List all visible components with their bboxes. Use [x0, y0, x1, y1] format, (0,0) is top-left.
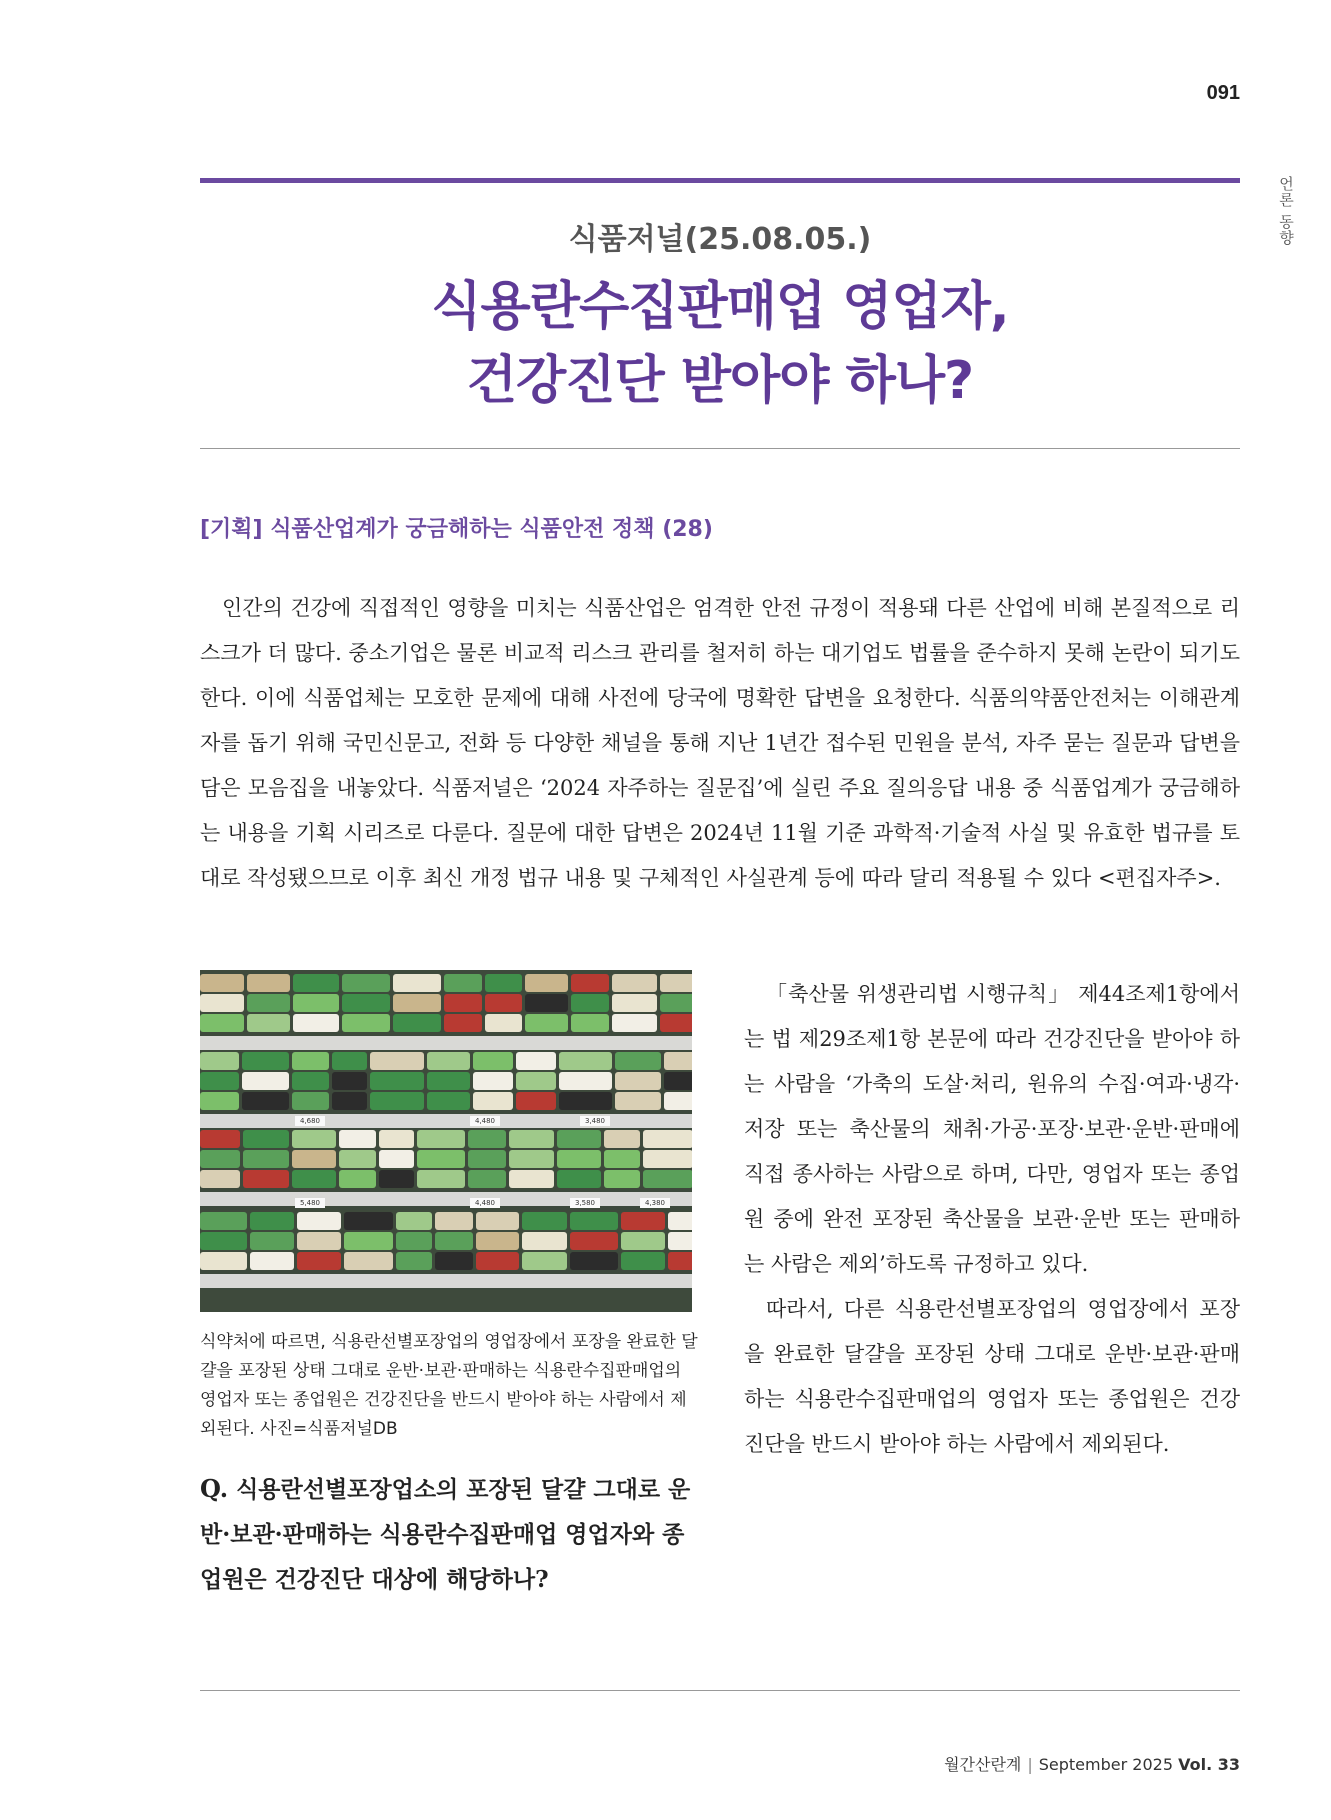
egg-carton	[292, 1150, 336, 1168]
footer-divider	[200, 1690, 1240, 1691]
egg-carton	[485, 974, 522, 992]
egg-carton	[485, 1014, 522, 1032]
headline-line-2: 건강진단 받아야 하나?	[466, 351, 974, 411]
egg-carton	[417, 1150, 465, 1168]
question	[200, 1466, 700, 1602]
egg-carton	[664, 1052, 692, 1070]
egg-carton	[516, 1052, 556, 1070]
egg-carton	[339, 1130, 376, 1148]
egg-carton	[293, 974, 339, 992]
egg-carton	[476, 1212, 519, 1230]
egg-carton	[509, 1150, 554, 1168]
egg-carton	[247, 1014, 290, 1032]
headline	[200, 270, 1240, 418]
egg-carton	[292, 1072, 329, 1090]
egg-carton	[668, 1252, 692, 1270]
egg-carton	[643, 1150, 692, 1168]
egg-carton	[604, 1150, 640, 1168]
egg-carton	[621, 1252, 665, 1270]
price-tag: 4,680	[295, 1116, 325, 1126]
price-tag: 4,480	[470, 1198, 500, 1208]
egg-carton	[396, 1252, 432, 1270]
egg-carton	[200, 1130, 240, 1148]
egg-carton	[468, 1170, 506, 1188]
egg-carton	[473, 1092, 513, 1110]
egg-carton	[332, 1092, 367, 1110]
egg-carton	[242, 1092, 289, 1110]
answer-column	[744, 972, 1240, 1467]
egg-carton	[243, 1170, 289, 1188]
price-tag: 3,580	[570, 1198, 600, 1208]
top-divider	[200, 178, 1240, 183]
egg-carton	[476, 1252, 519, 1270]
source-title: 식품저널(25.08.05.)	[568, 222, 872, 257]
egg-carton	[292, 1092, 329, 1110]
egg-carton	[370, 1052, 424, 1070]
egg-carton	[200, 994, 244, 1012]
answer-paragraph-1: 「축산물 위생관리법 시행규칙」 제44조제1항에서는 법 제29조제1항 본문에 따라 건강진단을 받아야 하는 사람을 ‘가축의 도살·처리, 원유의 수집·여과·냉각·저장 또는 축산물의 채취·가공·포장·보관·운반·판매에 직접 종사하는 사람으로 하며, 다만, 영업자 또는 종업원 중에 완전 포장된 축산물을 보관·운반 또는 판매하는 사람은 제외’하도록 규정하고 있다.	[744, 982, 1240, 1276]
egg-carton	[557, 1170, 601, 1188]
egg-carton	[525, 994, 568, 1012]
egg-carton	[570, 1232, 618, 1250]
egg-carton	[250, 1212, 294, 1230]
egg-carton	[250, 1252, 294, 1270]
egg-carton	[571, 974, 609, 992]
section-side-label: 언론 동향	[1277, 176, 1295, 246]
question-text: 식용란선별포장업소의 포장된 달걀 그대로 운반·보관·판매하는 식용란수집판매업 영업자와 종업원은 건강진단 대상에 해당하나?	[200, 1476, 691, 1593]
egg-carton	[342, 974, 390, 992]
egg-carton	[379, 1150, 414, 1168]
egg-carton	[342, 994, 390, 1012]
footer-magazine: 월간산란계	[944, 1755, 1022, 1774]
egg-carton	[557, 1130, 601, 1148]
editor-intro: 인간의 건강에 직접적인 영향을 미치는 식품산업은 엄격한 안전 규정이 적용돼 다른 산업에 비해 본질적으로 리스크가 더 많다. 중소기업은 물론 비교적 리스크 관리를 철저히 하는 대기업도 법률을 준수하지 못해 논란이 되기도 한다. 이에 식품업체는 모호한 문제에 대해 사전에 당국에 명확한 답변을 요청한다. 식품의약품안전처는 이해관계자를 돕기 위해 국민신문고, 전화 등 다양한 채널을 통해 지난 1년간 접수된 민원을 분석, 자주 묻는 질문과 답변을 담은 모음집을 내놓았다. 식품저널은 ‘2024 자주하는 질문집’에 실린 주요 질의응답 내용 중 식품업계가 궁금해하는 내용을 기획 시리즈로 다룬다. 질문에 대한 답변은 2024년 11월 기준 과학적·기술적 사실 및 유효한 법규를 토대로 작성됐으므로 이후 최신 개정 법규 내용 및 구체적인 사실관계 등에 따라 달리 적용될 수 있다 <편집자주>.	[200, 596, 1240, 890]
egg-carton	[293, 994, 339, 1012]
shelf-edge	[200, 1114, 692, 1128]
egg-carton	[427, 1092, 470, 1110]
egg-carton	[427, 1072, 470, 1090]
egg-carton	[571, 994, 609, 1012]
photo-caption: 식약처에 따르면, 식용란선별포장업의 영업장에서 포장을 완료한 달걀을 포장된 상태 그대로 운반·보관·판매하는 식용란수집판매업의 영업자 또는 종업원은 건강진단을 반드시 받아야 하는 사람에서 제외된다. 사진=식품저널DB	[200, 1332, 698, 1439]
egg-carton	[332, 1072, 367, 1090]
egg-carton	[200, 1252, 247, 1270]
shelf-edge	[200, 1192, 692, 1206]
egg-carton	[612, 1014, 657, 1032]
egg-carton	[435, 1232, 473, 1250]
egg-carton	[664, 1092, 692, 1110]
egg-carton	[660, 974, 692, 992]
egg-carton	[444, 974, 482, 992]
egg-carton	[668, 1212, 692, 1230]
egg-carton	[297, 1252, 341, 1270]
egg-carton	[468, 1130, 506, 1148]
egg-carton	[293, 1014, 339, 1032]
footer-volume: Vol. 33	[1178, 1755, 1240, 1774]
egg-carton	[604, 1130, 640, 1148]
egg-carton	[444, 1014, 482, 1032]
egg-carton	[297, 1212, 341, 1230]
egg-carton	[200, 1212, 247, 1230]
egg-carton	[393, 1014, 441, 1032]
egg-carton	[247, 994, 290, 1012]
egg-carton	[468, 1150, 506, 1168]
egg-carton	[332, 1052, 367, 1070]
egg-carton	[344, 1252, 393, 1270]
egg-shelf-photo	[200, 970, 692, 1312]
egg-carton	[559, 1072, 612, 1090]
price-tag: 3,480	[580, 1116, 610, 1126]
egg-carton	[292, 1052, 329, 1070]
series-tag: [기획] 식품산업계가 궁금해하는 식품안전 정책 (28)	[200, 517, 713, 542]
egg-carton	[516, 1072, 556, 1090]
egg-carton	[242, 1072, 289, 1090]
egg-carton	[570, 1252, 618, 1270]
egg-carton	[476, 1232, 519, 1250]
egg-carton	[570, 1212, 618, 1230]
egg-carton	[643, 1170, 692, 1188]
egg-carton	[522, 1212, 567, 1230]
egg-carton	[297, 1232, 341, 1250]
egg-carton	[200, 1014, 244, 1032]
egg-carton	[604, 1170, 640, 1188]
egg-carton	[250, 1232, 294, 1250]
egg-carton	[516, 1092, 556, 1110]
egg-carton	[660, 994, 692, 1012]
egg-carton	[509, 1130, 554, 1148]
egg-carton	[435, 1212, 473, 1230]
egg-carton	[615, 1052, 661, 1070]
egg-carton	[339, 1170, 376, 1188]
header-divider	[200, 448, 1240, 449]
egg-carton	[612, 974, 657, 992]
page-number: 091	[1206, 82, 1240, 104]
egg-carton	[200, 1170, 240, 1188]
egg-carton	[200, 1150, 240, 1168]
egg-carton	[200, 1092, 239, 1110]
footer-date: September 2025	[1038, 1755, 1173, 1774]
price-tag: 4,480	[470, 1116, 500, 1126]
egg-carton	[396, 1212, 432, 1230]
egg-carton	[417, 1170, 465, 1188]
egg-carton	[525, 1014, 568, 1032]
price-tag: 4,380	[640, 1198, 670, 1208]
egg-carton	[370, 1072, 424, 1090]
egg-carton	[200, 974, 244, 992]
egg-carton	[664, 1072, 692, 1090]
egg-carton	[242, 1052, 289, 1070]
egg-carton	[444, 994, 482, 1012]
egg-carton	[615, 1092, 661, 1110]
egg-carton	[396, 1232, 432, 1250]
egg-carton	[522, 1232, 567, 1250]
egg-carton	[615, 1072, 661, 1090]
egg-carton	[342, 1014, 390, 1032]
egg-carton	[417, 1130, 465, 1148]
shelf-edge	[200, 1274, 692, 1288]
egg-carton	[393, 994, 441, 1012]
egg-carton	[485, 994, 522, 1012]
egg-carton	[660, 1014, 692, 1032]
footer: 월간산란계 | September 2025 Vol. 33	[944, 1755, 1240, 1774]
egg-carton	[643, 1130, 692, 1148]
egg-carton	[559, 1052, 612, 1070]
egg-carton	[379, 1170, 414, 1188]
egg-carton	[473, 1072, 513, 1090]
egg-carton	[393, 974, 441, 992]
egg-carton	[243, 1130, 289, 1148]
egg-carton	[612, 994, 657, 1012]
egg-carton	[200, 1072, 239, 1090]
egg-carton	[435, 1252, 473, 1270]
egg-carton	[379, 1130, 414, 1148]
price-tag: 5,480	[295, 1198, 325, 1208]
shelf-edge	[200, 1036, 692, 1050]
egg-carton	[509, 1170, 554, 1188]
egg-carton	[525, 974, 568, 992]
egg-carton	[292, 1170, 336, 1188]
egg-carton	[621, 1232, 665, 1250]
answer-paragraph-2: 따라서, 다른 식용란선별포장업의 영업장에서 포장을 완료한 달걀을 포장된 상태 그대로 운반·보관·판매하는 식용란수집판매업의 영업자 또는 종업원은 건강진단을 반드시 받아야 하는 사람에서 제외된다.	[744, 1297, 1240, 1456]
egg-carton	[668, 1232, 692, 1250]
egg-carton	[200, 1052, 239, 1070]
egg-carton	[243, 1150, 289, 1168]
egg-carton	[370, 1092, 424, 1110]
egg-carton	[292, 1130, 336, 1148]
egg-carton	[557, 1150, 601, 1168]
egg-carton	[427, 1052, 470, 1070]
headline-line-1: 식용란수집판매업 영업자,	[431, 277, 1009, 337]
egg-carton	[571, 1014, 609, 1032]
egg-carton	[344, 1212, 393, 1230]
egg-carton	[339, 1150, 376, 1168]
egg-carton	[621, 1212, 665, 1230]
egg-carton	[200, 1232, 247, 1250]
egg-carton	[344, 1232, 393, 1250]
egg-carton	[247, 974, 290, 992]
question-marker: Q.	[200, 1474, 229, 1503]
egg-carton	[473, 1052, 513, 1070]
egg-carton	[559, 1092, 612, 1110]
egg-carton	[522, 1252, 567, 1270]
